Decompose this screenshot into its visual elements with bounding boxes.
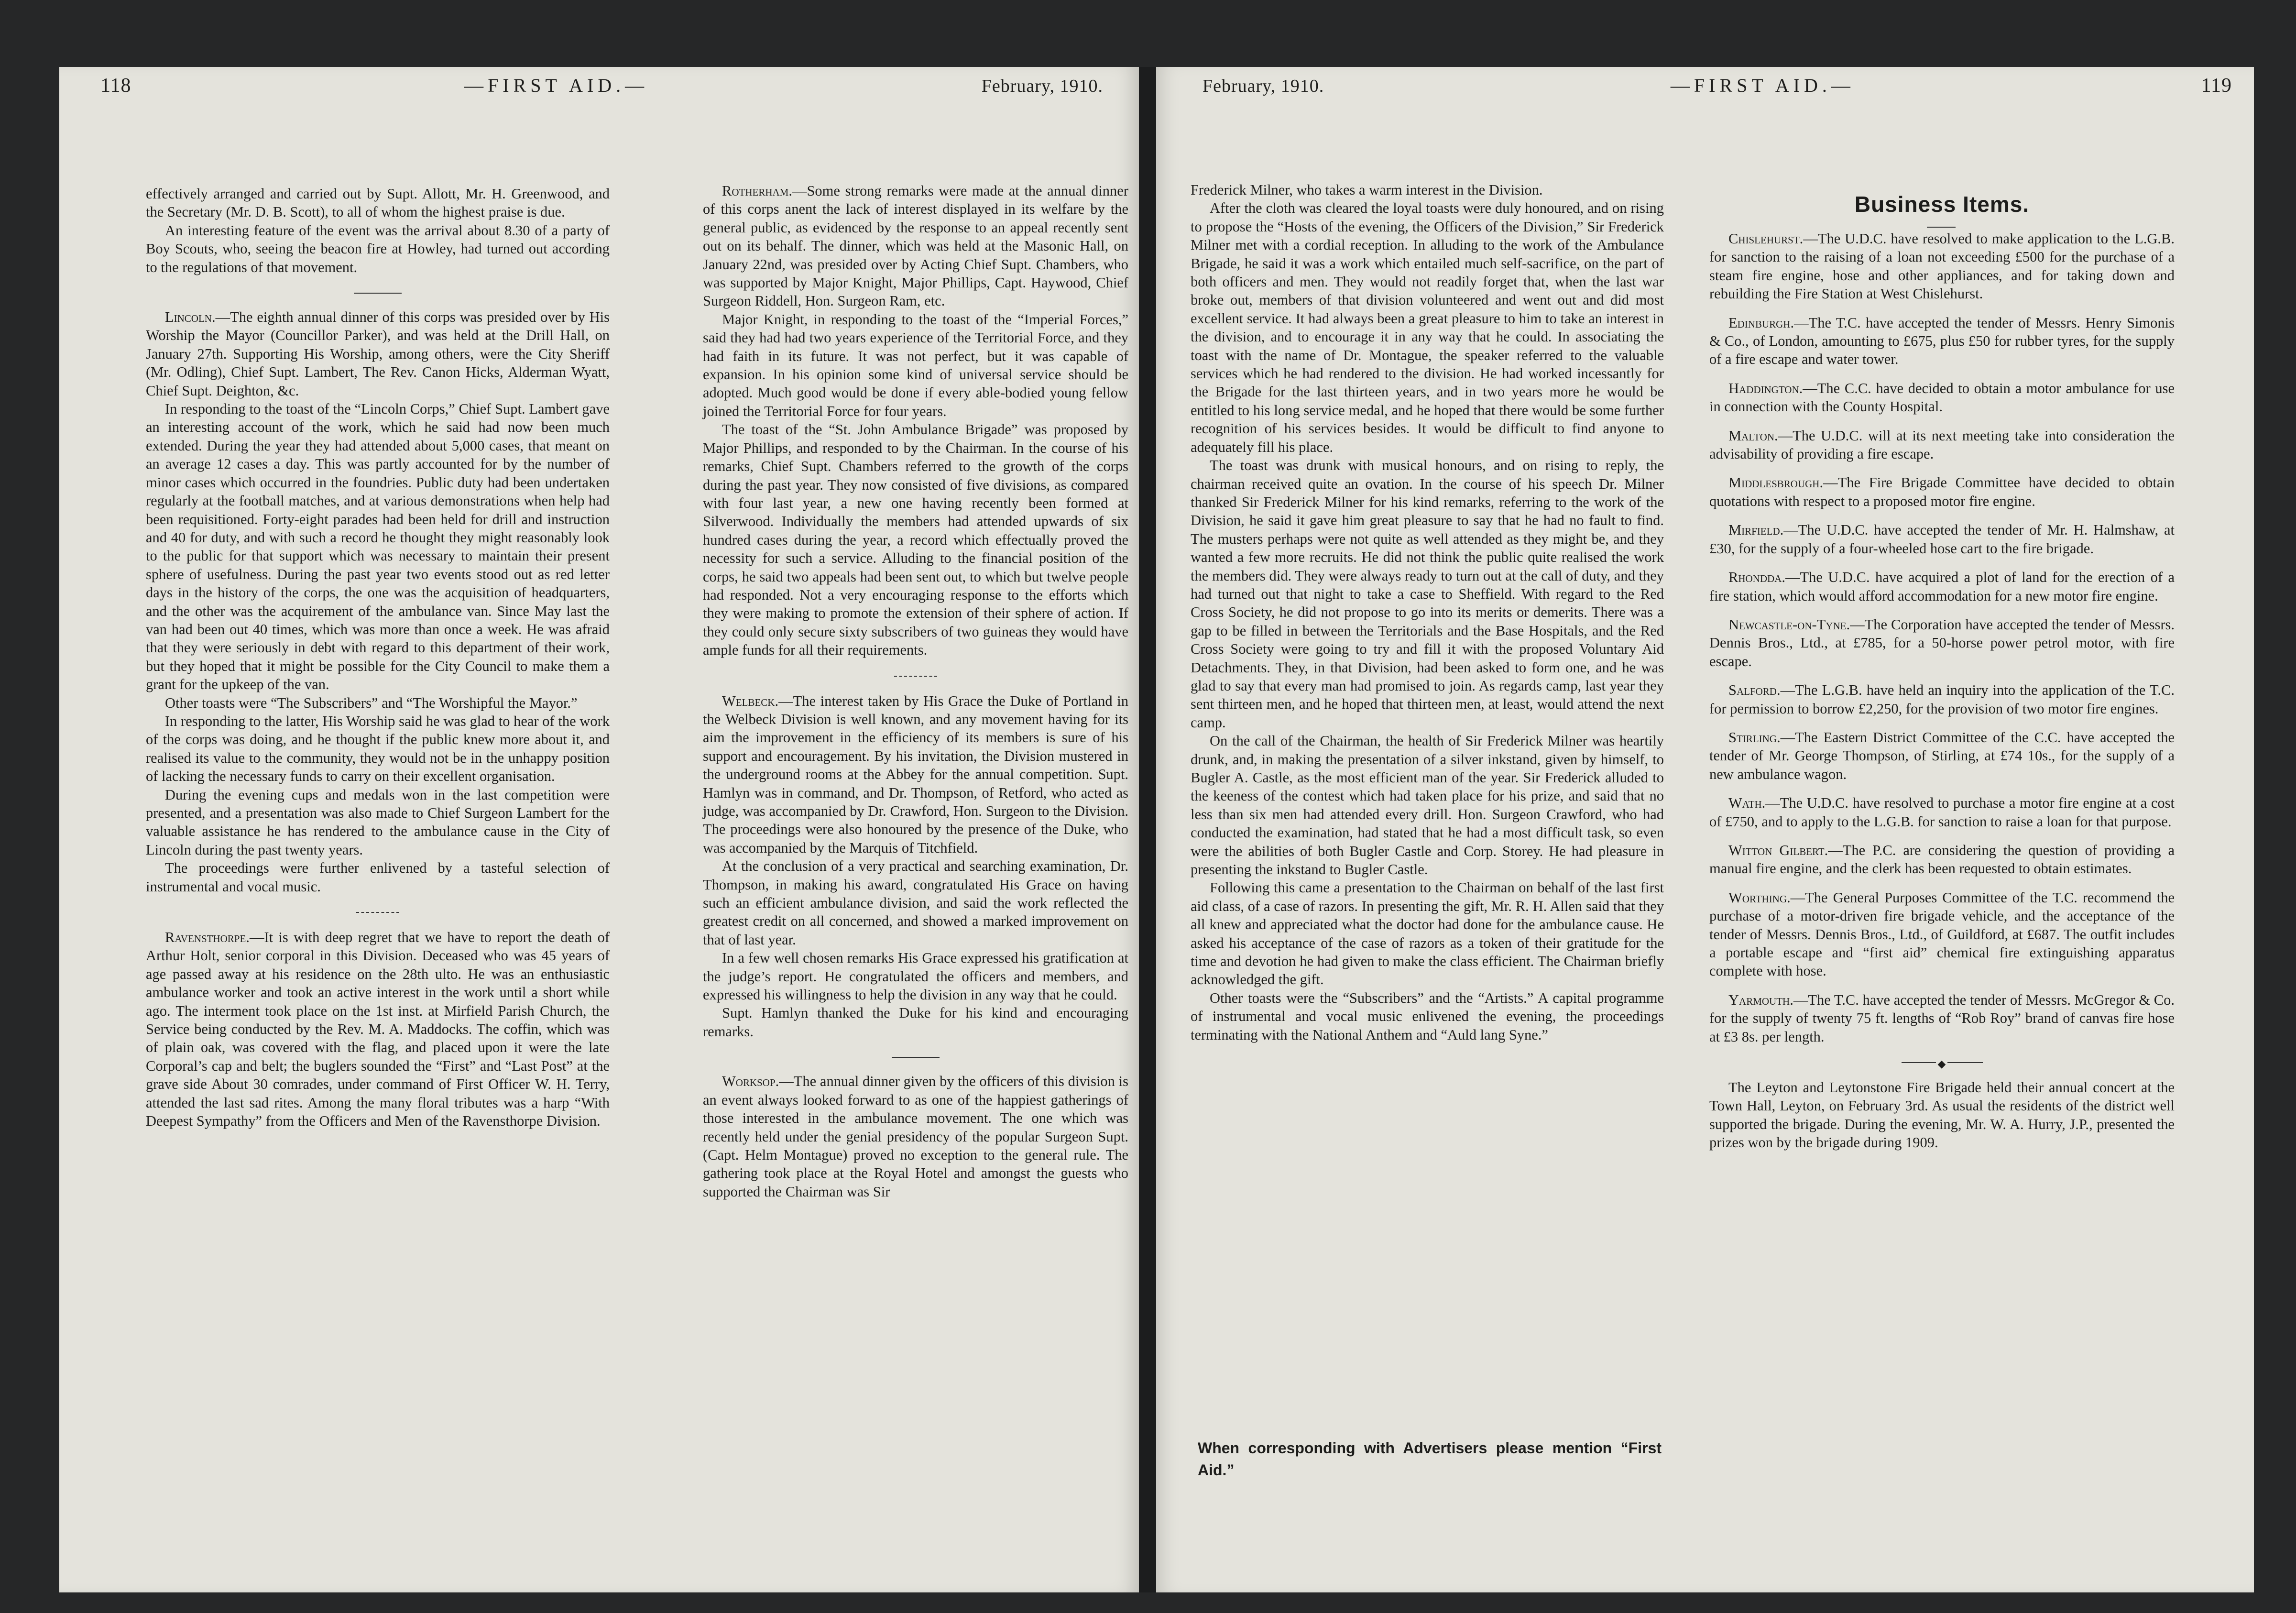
paragraph: At the conclusion of a very practical and searching examination, Dr. Thompson, in making his award, congratulated His Grace on having such an efficient ambulance division, and said the work reflected the greatest credit on all concerned, and showed a marked improvement on that of last year.	[703, 858, 1128, 948]
paragraph-text: —The eighth annual dinner of this corps was presided over by His Worship the Mayor (Councillor Parker), and was held at the Drill Hall, on January 27th. Supporting His Worship, among others, were the City Sheriff (Mr. Odling), Chief Supt. Lambert, The Rev. Canon Hicks, Alderman Wyatt, Chief Supt. Deighton, &c.	[146, 309, 610, 399]
paragraph-text: —It is with deep regret that we have to report the death of Arthur Holt, senior corporal in this Division. Deceased who was 45 years of age passed away at his residence on the 28th ulto. He was an enthusiastic ambulance worker and took an active interest in the work until a short while ago. The interment took place on the 1st inst. at Mirfield Parish Church, the Service being conducted by the Rev. M. A. Maddocks. The coffin, which was of plain oak, was covered with the flag, and placed upon it were the late Corporal’s cap and belt; the buglers sounded the “First” and “Last Post” at the grave side About 30 comrades, under command of First Officer W. H. Terry, attended the last sad rites. Among the many floral tributes was a harp “With Deepest Sympathy” from the Officers and Men of the Ravensthorpe Division.	[146, 929, 610, 1130]
business-items-list	[1709, 230, 2175, 1046]
book-gutter	[1139, 67, 1156, 1592]
paragraph: In responding to the toast of the “Lincoln Corps,” Chief Supt. Lambert gave an interesting account of the work, which he said had now been much extended. During the year they had attended about 5,000 cases, that meant on an average 12 cases a day. This was partly accounted for by the number of minor cases which occurred in the foundries. Public duty had been undertaken regularly at the football matches, and at various demonstrations when help had been requisitioned. Forty-eight parades had been held for drill and instruction and 40 for duty, and with such a record he thought they might reasonably look to the public for that support which was necessary to maintain their present sphere of usefulness. During the past year two events stood out as red letter days in the history of the corps, the one was the acquisition of headquarters, and the other was the acquirement of the ambulance van. Since May last the van had been out 40 times, which was more than once a week. He was afraid that they were seriously in debt with regard to this department of their work, but they hoped that it might be possible for the City Council to make them a grant for the upkeep of the van.	[146, 401, 610, 693]
ornament-separator	[1902, 1062, 1983, 1064]
business-item-place: Wath.	[1728, 795, 1766, 812]
business-item-place: Haddington.	[1728, 380, 1803, 396]
paragraph: effectively arranged and carried out by Supt. Allott, Mr. H. Greenwood, and the Secretary (Mr. D. B. Scott), to all of whom the highest praise is due.	[146, 186, 610, 220]
issue-date-right: February, 1910.	[1203, 76, 1324, 96]
running-title-right: —FIRST AID.—	[1670, 75, 1855, 96]
business-item-place: Salford.	[1728, 682, 1781, 699]
page-number-left: 118	[100, 75, 131, 97]
paragraph: Following this came a presentation to the Chairman on behalf of the last first aid class, of a case of razors. In presenting the gift, Mr. R. H. Allen said that they all knew and appreciated what the doctor had done for the ambulance cause. He asked his acceptance of the case of razors as a token of their gratitude for the time and devotion he had given to make the class efficient. The Chairman briefly acknowledged the gift.	[1191, 879, 1664, 988]
business-item-text: —The General Purposes Committee of the T.C. recommend the purchase of a motor-driven fire brigade vehicle, and the acceptance of the tender of Messrs. Dennis Bros., Ltd., of Guildford, at £687. The outfit includes a portable escape and “first aid” chemical fire extinguishing apparatus complete with hose.	[1709, 889, 2175, 979]
paragraph: Other toasts were “The Subscribers” and “The Worshipful the Mayor.”	[165, 694, 578, 711]
business-item	[1709, 681, 2175, 718]
paragraph: On the call of the Chairman, the health of Sir Frederick Milner was heartily drunk, and, in making the presentation of a silver inkstand, given by himself, to Bugler A. Castle, as the most efficient man of the year. Sir Frederick alluded to the keeness of the contest which had taken place for his prize, and said that no less than six men had attended every drill. Hon. Surgeon Crawford, who had conducted the examination, had stated that he had a most difficult task, so even were the abilities of both Bugler Castle and Corp. Storey. He had pleasure in presenting the inkstand to Bugler Castle.	[1191, 733, 1664, 878]
separator-rule	[356, 912, 399, 914]
paragraph: Major Knight, in responding to the toast of the “Imperial Forces,” said they had had two years experience of the Territorial Force, and they had faith in its future. It was not perfect, but it was capable of expansion. In his opinion some kind of universal service should be adopted. Much good would be done if every able-bodied young fellow joined the Territorial Force for four years.	[703, 311, 1128, 419]
section-head: Ravensthorpe.	[165, 929, 250, 946]
business-item	[1709, 427, 2175, 463]
business-item-place: Witton Gilbert.	[1728, 842, 1828, 858]
column-2	[703, 182, 1128, 1201]
business-item	[1709, 794, 2175, 831]
paragraph: The proceedings were further enlivened by a tasteful selection of instrumental and vocal music.	[146, 860, 610, 895]
paragraph: During the evening cups and medals won in the last competition were presented, and a presentation was also made to Chief Surgeon Lambert for the valuable assistance he has rendered to the ambulance cause in the City of Lincoln during the past twenty years.	[146, 786, 610, 858]
paragraph: In responding to the latter, His Worship said he was glad to hear of the work of the corps was doing, and he thought if the public knew more about it, and realised its value to the community, they would not be in the unhappy position of lacking the necessary funds to carry on their excellent organisation.	[146, 713, 610, 785]
paragraph: In a few well chosen remarks His Grace expressed his gratification at the judge’s report. He congratulated the officers and members, and expressed his willingness to help the division in any way that he could.	[703, 950, 1128, 1003]
paragraph	[703, 182, 1128, 310]
business-item-text: —The Corporation have accepted the tender of Messrs. Dennis Bros., Ltd., at £785, for a 50-horse power petrol motor, with fire escape.	[1709, 616, 2175, 669]
business-item	[1709, 615, 2175, 670]
separator-rule	[894, 676, 937, 678]
paragraph: The Leyton and Leytonstone Fire Brigade held their annual concert at the Town Hall, Leyton, on February 3rd. As usual the residents of the district well supported the brigade. During the evening, Mr. W. A. Hurry, J.P., presented the prizes won by the brigade during 1909.	[1709, 1079, 2175, 1151]
paragraph-text: —The annual dinner given by the officers of this division is an event always looked forward to as one of the happiest gatherings of those interested in the ambulance movement. The one which was recently held under the genial presidency of the popular Surgeon Supt. (Capt. Helm Montague) proved no exception to the general rule. The gathering took place at the Royal Hotel and amongst the guests who supported the Chairman was Sir	[703, 1073, 1128, 1200]
business-item-place: Worthing.	[1728, 889, 1791, 906]
business-item	[1709, 728, 2175, 783]
business-item	[1709, 841, 2175, 878]
section-head: Lincoln.	[165, 309, 216, 326]
column-3	[1191, 181, 1664, 1044]
business-item-place: Newcastle-on-Tyne.	[1728, 616, 1850, 633]
left-running-head	[100, 74, 1103, 103]
paragraph-text: —The interest taken by His Grace the Duke of Portland in the Welbeck Division is well known, and any movement having for its aim the improvement in the efficiency of its members is sure of his support and encouragement. By his invitation, the Division mustered in the underground rooms at the Abbey for the annual competition. Supt. Hamlyn was in command, and Dr. Thompson, of Retford, who acted as judge, was accompanied by Dr. Crawford, Hon. Surgeon to the Division. The proceedings were also honoured by the presence of the Duke, who was accompanied by the Marquis of Titchfield.	[703, 692, 1128, 856]
business-item-text: —The L.G.B. have held an inquiry into the application of the T.C. for permission to borrow £2,250, for the provision of two motor fire engines.	[1709, 682, 2175, 717]
business-item	[1709, 473, 2175, 510]
separator-rule	[354, 293, 402, 294]
paragraph: An interesting feature of the event was the arrival about 8.30 of a party of Boy Scouts, who, seeing the beacon fire at Howley, had turned out according to the regulations of that movement.	[146, 222, 610, 275]
business-item-text: —The U.D.C. have acquired a plot of land for the erection of a fire station, which would afford accommodation for a new motor fire engine.	[1709, 569, 2175, 604]
section-head: Worksop.	[722, 1073, 779, 1090]
business-item	[1709, 889, 2175, 980]
running-title-left: —FIRST AID.—	[464, 75, 649, 96]
column-4	[1709, 230, 2175, 1152]
business-item-text: —The U.D.C. will at its next meeting take into consideration the advisability of providing a fire escape.	[1709, 427, 2175, 462]
business-item-place: Middlesbrough.	[1728, 474, 1824, 491]
separator-rule	[892, 1057, 940, 1058]
business-item-text: —The U.D.C. have resolved to purchase a motor fire engine at a cost of £750, and to apply to the L.G.B. for sanction to raise a loan for that purpose.	[1709, 795, 2175, 830]
business-item	[1709, 230, 2175, 303]
right-running-head	[1203, 74, 2232, 103]
paragraph: After the cloth was cleared the loyal toasts were duly honoured, and on rising to propose the “Hosts of the evening, the Officers of the Division,” Sir Frederick Milner met with a cordial reception. In alluding to the work of the Ambulance Brigade, he said it was a work which entailed much self-sacrifice, on the part of both officers and men. They would not readily forget that, when the last war broke out, members of that division volunteered and went out and did most excellent service. It had always been a great pleasure to him to take an interest in the division, and to encourage it in any way that he could. In associating the toast with the name of Dr. Montague, the speaker referred to the valuable services which he had rendered to the division. He had worked incessantly for the Brigade for the last thirteen years, and in two years more he would be entitled to his long service medal, and he hoped that there would be some further recognition of his services besides. It would be difficult to find anyone to adequately fill his place.	[1191, 200, 1664, 455]
business-item-text: —The U.D.C. have resolved to make application to the L.G.B. for sanction to the raising of a loan not exceeding £500 for the purchase of a steam fire engine, hose and other appliances, and for taking down and rebuilding the Fire Station at West Chislehurst.	[1709, 230, 2175, 302]
paragraph	[703, 692, 1128, 857]
business-item-text: —The U.D.C. have accepted the tender of Mr. H. Halmshaw, at £30, for the supply of a four-wheeled hose cart to the fire brigade.	[1709, 522, 2175, 557]
paragraph: Other toasts were the “Subscribers” and the “Artists.” A capital programme of instrumental and vocal music enlivened the evening, the proceedings terminating with the National Anthem and “Auld lang Syne.”	[1191, 989, 1664, 1043]
section-head: Welbeck.	[722, 692, 779, 709]
business-item-place: Malton.	[1728, 427, 1778, 444]
business-item-place: Stirling.	[1728, 729, 1781, 746]
business-item	[1709, 314, 2175, 369]
page-number-right: 119	[2201, 75, 2232, 97]
paragraph	[703, 1072, 1128, 1201]
business-item-place: Chislehurst.	[1728, 230, 1804, 247]
column-1	[146, 185, 610, 1130]
business-item	[1709, 991, 2175, 1046]
section-head: Rotherham.	[722, 183, 792, 199]
paragraph: The toast of the “St. John Ambulance Brigade” was proposed by Major Phillips, and responded to by the Chairman. In the course of his remarks, Chief Supt. Chambers referred to the growth of the corps during the past year. They now consisted of five divisions, as compared with four last year, a new one having recently been formed at Silverwood. Individually the members had attended upwards of six hundred cases during the year, a record which effectually proved the necessity for such a service. Alluding to the financial position of the corps, he said two appeals had been sent out, to which but twelve people had responded. Not a very encouraging response to the efforts which they were making to promote the extension of their sphere of action. If they could only secure sixty subscribers of two guineas they would have ample funds for all their requirements.	[703, 421, 1128, 658]
paragraph: The toast was drunk with musical honours, and on rising to reply, the chairman received quite an ovation. In the course of his speech Dr. Milner thanked Sir Frederick Milner for his kind remarks, referring to the work of the Division, he said it gave him great pleasure to say that he had no fault to find. The musters perhaps were not quite as well attended as they might be, and they wanted a few more recruits. He did not think the public quite realised the work the members did. They were always ready to turn out at the call of duty, and they had turned out that night to take a case to Sheffield. With regard to the Red Cross Society, he did not propose to go into its merits or demerits. There was a gap to be filled in between the Territorials and the Base Hospitals, and the Red Cross Society were going to try and fill it with the proposed Voluntary Aid Detachments. They, in that Division, had been asked to form one, and he was glad to say that every man had promised to join. As regards camp, last year they sent thirteen men, and he hoped that thirteen men, at least, would attend the next camp.	[1191, 457, 1664, 731]
business-item-text: —The C.C. have decided to obtain a motor ambulance for use in connection with the County Hospital.	[1709, 380, 2175, 415]
business-items-heading: Business Items.	[1854, 192, 2030, 217]
business-item-text: —The P.C. are considering the question of providing a manual fire engine, and the clerk has been requested to obtain estimates.	[1709, 842, 2175, 877]
paragraph-text: —Some strong remarks were made at the annual dinner of this corps anent the lack of interest displayed in its welfare by the general public, as evidenced by the response to an appeal recently sent out on its behalf. The dinner, which was held at the Masonic Hall, on January 22nd, was presided over by Acting Chief Supt. Chambers, who was supported by Major Knight, Major Phillips, Capt. Haywood, Chief Surgeon Riddell, Hon. Surgeon Ram, etc.	[703, 183, 1128, 309]
business-item	[1709, 568, 2175, 605]
paragraph	[146, 308, 610, 400]
business-item-place: Yarmouth.	[1728, 991, 1793, 1008]
business-item	[1709, 521, 2175, 558]
paragraph	[146, 928, 610, 1130]
advertisers-notice: When corresponding with Advertisers please mention “First Aid.”	[1198, 1439, 1662, 1479]
business-item-text: —The Eastern District Committee of the C.C. have accepted the tender of Mr. George Thompson, of Stirling, at £74 10s., for the supply of a new ambulance wagon.	[1709, 729, 2175, 782]
paragraph: Supt. Hamlyn thanked the Duke for his kind and encouraging remarks.	[703, 1005, 1128, 1040]
issue-date-left: February, 1910.	[981, 76, 1103, 96]
business-item-place: Rhondda.	[1728, 569, 1785, 586]
business-item-text: —The Fire Brigade Committee have decided to obtain quotations with respect to a proposed motor fire engine.	[1709, 474, 2175, 509]
business-item	[1709, 379, 2175, 416]
heading-rule	[1927, 227, 1956, 228]
business-item-place: Mirfield.	[1728, 522, 1784, 538]
business-item-text: —The T.C. have accepted the tender of Messrs. Henry Simonis & Co., of London, amounting to £675, plus £50 for rubber tyres, for the supply of a fire escape and water tower.	[1709, 314, 2175, 368]
paragraph: Frederick Milner, who takes a warm interest in the Division.	[1191, 182, 1543, 198]
business-item-place: Edinburgh.	[1728, 314, 1794, 331]
business-item-text: —The T.C. have accepted the tender of Messrs. McGregor & Co. for the supply of twenty 75 ft. lengths of “Rob Roy” brand of canvas fire hose at £3 8s. per length.	[1709, 991, 2175, 1045]
